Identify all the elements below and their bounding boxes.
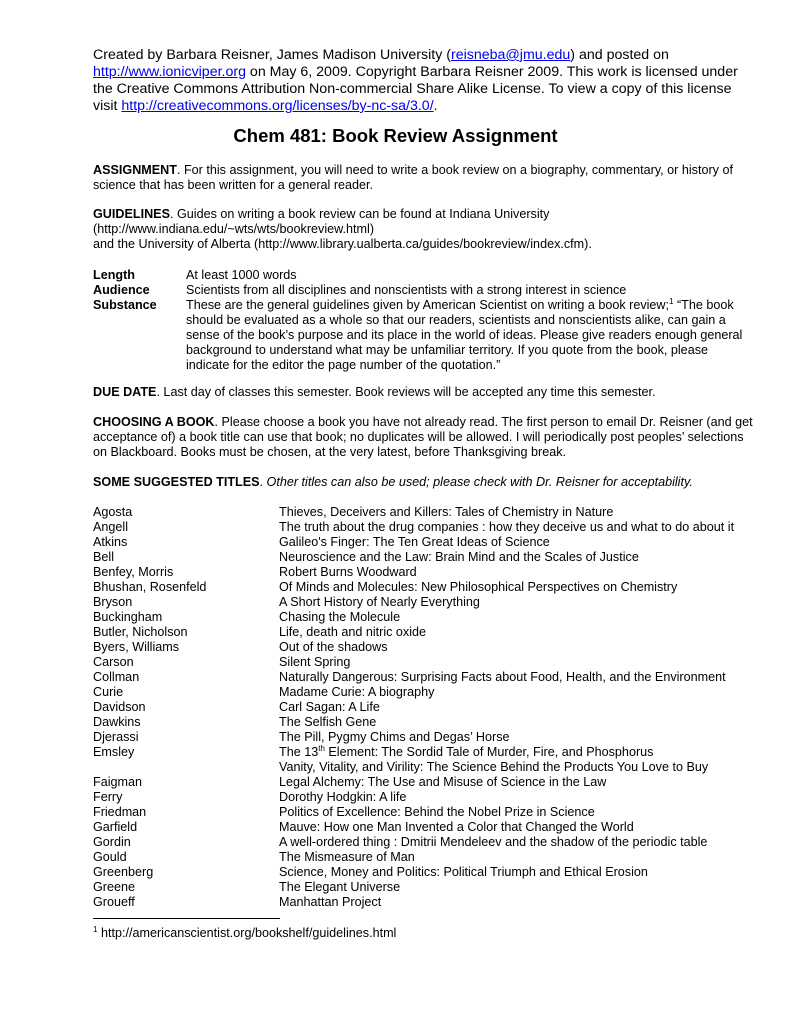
intro-text: ) and posted on bbox=[570, 47, 669, 63]
list-item bbox=[93, 745, 763, 760]
license-link[interactable]: http://creativecommons.org/licenses/by-nc-sa/3.0/ bbox=[121, 98, 434, 114]
list-item bbox=[93, 835, 763, 850]
list-item bbox=[93, 790, 763, 805]
book-title bbox=[279, 745, 653, 760]
book-title: Life, death and nitric oxide bbox=[279, 625, 427, 639]
guidelines-line-2: (http://www.indiana.edu/~wts/wts/bookreview.html) bbox=[93, 222, 375, 236]
book-author: Atkins bbox=[93, 535, 128, 549]
substance-quote: “The book should be evaluated as a whole so that our readers, scientists and nonscientists alike, can gain a sense of the book’s purpose and its place in the world of ideas. Please give readers enough general background to understand what may be unfamiliar territory. If you quote from the book, please indicate for the editor the page number of the quotation.” bbox=[186, 298, 743, 372]
book-title: Galileo's Finger: The Ten Great Ideas of Science bbox=[279, 535, 550, 549]
book-title: Out of the shadows bbox=[279, 640, 388, 654]
book-author: Gould bbox=[93, 850, 127, 864]
suggested-note: Other titles can also be used; please check with Dr. Reisner for acceptability. bbox=[266, 475, 693, 489]
book-title: Politics of Excellence: Behind the Nobel Prize in Science bbox=[279, 805, 595, 819]
requirement-term: Length bbox=[93, 268, 135, 282]
assignment-label: ASSIGNMENT bbox=[93, 163, 177, 177]
book-title: A Short History of Nearly Everything bbox=[279, 595, 480, 609]
book-title: The Mismeasure of Man bbox=[279, 850, 415, 864]
book-author: Ferry bbox=[93, 790, 123, 804]
guidelines-section bbox=[93, 207, 753, 252]
footnote bbox=[93, 926, 396, 941]
list-item bbox=[93, 640, 763, 655]
footnote-mark: 1 bbox=[93, 924, 98, 934]
book-title: Vanity, Vitality, and Virility: The Science Behind the Products You Love to Buy bbox=[279, 760, 709, 774]
choosing-section bbox=[93, 415, 753, 460]
book-title: Science, Money and Politics: Political Triumph and Ethical Erosion bbox=[279, 865, 648, 879]
suggested-titles-heading bbox=[93, 475, 753, 490]
list-item bbox=[93, 700, 763, 715]
book-author: Emsley bbox=[93, 745, 135, 759]
book-author: Byers, Williams bbox=[93, 640, 180, 654]
list-item bbox=[93, 685, 763, 700]
book-title: Naturally Dangerous: Surprising Facts about Food, Health, and the Environment bbox=[279, 670, 726, 684]
book-author: Bryson bbox=[93, 595, 133, 609]
substance-text: These are the general guidelines given by American Scientist on writing a book review; bbox=[186, 298, 670, 312]
guidelines-label: GUIDELINES bbox=[93, 207, 170, 221]
list-item bbox=[93, 775, 763, 790]
list-item bbox=[93, 535, 763, 550]
list-item bbox=[93, 610, 763, 625]
due-date-text: . Last day of classes this semester. Book reviews will be accepted any time this semester. bbox=[156, 385, 656, 399]
book-title: The Selfish Gene bbox=[279, 715, 377, 729]
assignment-text: . For this assignment, you will need to write a book review on a biography, commentary, or history of science that has been written for a general reader. bbox=[93, 163, 733, 192]
footnote-ref: 1 bbox=[669, 296, 674, 306]
list-item bbox=[93, 715, 763, 730]
book-author: Bell bbox=[93, 550, 114, 564]
email-link[interactable]: reisneba@jmu.edu bbox=[450, 47, 571, 63]
intro-text: . bbox=[433, 98, 438, 114]
due-date-label: DUE DATE bbox=[93, 385, 157, 399]
list-item bbox=[93, 550, 763, 565]
list-item bbox=[93, 670, 763, 685]
list-item bbox=[93, 865, 763, 880]
book-title: The Elegant Universe bbox=[279, 880, 401, 894]
book-author: Collman bbox=[93, 670, 140, 684]
requirement-value: At least 1000 words bbox=[186, 268, 297, 282]
book-title: The Pill, Pygmy Chims and Degas’ Horse bbox=[279, 730, 510, 744]
list-item bbox=[93, 820, 763, 835]
book-author: Agosta bbox=[93, 505, 133, 519]
book-author: Butler, Nicholson bbox=[93, 625, 188, 639]
list-item bbox=[93, 805, 763, 820]
page-title: Chem 481: Book Review Assignment bbox=[233, 125, 558, 146]
book-author: Curie bbox=[93, 685, 124, 699]
book-title: Legal Alchemy: The Use and Misuse of Science in the Law bbox=[279, 775, 607, 789]
suggested-label: SOME SUGGESTED TITLES bbox=[93, 475, 260, 489]
book-author: Carson bbox=[93, 655, 134, 669]
book-list bbox=[93, 505, 763, 910]
book-author: Djerassi bbox=[93, 730, 139, 744]
book-title: Chasing the Molecule bbox=[279, 610, 401, 624]
intro-paragraph bbox=[93, 47, 753, 115]
book-author: Gordin bbox=[93, 835, 131, 849]
requirement-audience bbox=[93, 283, 753, 298]
book-title: Neuroscience and the Law: Brain Mind and the Scales of Justice bbox=[279, 550, 639, 564]
book-author: Greene bbox=[93, 880, 136, 894]
book-title: Dorothy Hodgkin: A life bbox=[279, 790, 407, 804]
requirement-length bbox=[93, 268, 753, 283]
book-title: A well-ordered thing : Dmitrii Mendeleev and the shadow of the periodic table bbox=[279, 835, 708, 849]
list-item bbox=[93, 565, 763, 580]
book-title: The truth about the drug companies : how they deceive us and what to do about it bbox=[279, 520, 735, 534]
list-item bbox=[93, 595, 763, 610]
intro-text: on May 6, 2009. Copyright Barbara Reisner 2009. This work is licensed under the Creative Commons Attribution Non-commercial Share Alike License. To view a copy of this license visit bbox=[93, 64, 738, 114]
book-author: Dawkins bbox=[93, 715, 141, 729]
book-title-part: Element: The Sordid Tale of Murder, Fire, and Phosphorus bbox=[324, 745, 654, 759]
book-title: Thieves, Deceivers and Killers: Tales of Chemistry in Nature bbox=[279, 505, 614, 519]
requirements-list bbox=[93, 268, 753, 373]
book-title: Of Minds and Molecules: New Philosophical Perspectives on Chemistry bbox=[279, 580, 678, 594]
requirement-substance bbox=[93, 298, 753, 373]
due-date-section bbox=[93, 385, 753, 400]
footnote-text: http://americanscientist.org/bookshelf/guidelines.html bbox=[97, 926, 397, 940]
choosing-label: CHOOSING A BOOK bbox=[93, 415, 215, 429]
assignment-section bbox=[93, 163, 753, 193]
book-author bbox=[93, 760, 279, 775]
suggested-sep: . bbox=[259, 475, 267, 489]
book-author: Groueff bbox=[93, 895, 135, 909]
choosing-text: . Please choose a book you have not already read. The first person to email Dr. Reisner (and get acceptance of) a book title can use that book; no duplicates will be allowed. I will periodically post peoples’ selections on Blackboard. Books must be chosen, at the very latest, before Thanksgiving break. bbox=[93, 415, 753, 459]
book-author: Greenberg bbox=[93, 865, 154, 879]
intro-text: Created by Barbara Reisner, James Madison University ( bbox=[93, 47, 451, 63]
book-title-part: The 13 bbox=[279, 745, 319, 759]
ordinal-suffix: th bbox=[318, 743, 325, 753]
list-item bbox=[93, 850, 763, 865]
list-item bbox=[93, 580, 763, 595]
book-author: Bhushan, Rosenfeld bbox=[93, 580, 207, 594]
list-item bbox=[93, 760, 763, 775]
list-item bbox=[93, 655, 763, 670]
book-title: Silent Spring bbox=[279, 655, 351, 669]
requirement-value: Scientists from all disciplines and nonscientists with a strong interest in science bbox=[186, 283, 627, 297]
book-title: Robert Burns Woodward bbox=[279, 565, 417, 579]
requirement-value bbox=[186, 298, 753, 373]
book-author: Davidson bbox=[93, 700, 146, 714]
ionicviper-link[interactable]: http://www.ionicviper.org bbox=[93, 64, 246, 80]
book-author: Garfield bbox=[93, 820, 138, 834]
guidelines-line-3: and the University of Alberta (http://www.library.ualberta.ca/guides/bookreview/index.cfm). bbox=[93, 237, 592, 251]
requirement-term: Audience bbox=[93, 283, 150, 297]
book-title: Mauve: How one Man Invented a Color that Changed the World bbox=[279, 820, 634, 834]
list-item bbox=[93, 505, 763, 520]
footnote-divider bbox=[93, 918, 280, 919]
list-item bbox=[93, 880, 763, 895]
book-title: Carl Sagan: A Life bbox=[279, 700, 380, 714]
book-title: Manhattan Project bbox=[279, 895, 382, 909]
book-author: Buckingham bbox=[93, 610, 163, 624]
book-author: Friedman bbox=[93, 805, 147, 819]
list-item bbox=[93, 730, 763, 745]
book-title: Madame Curie: A biography bbox=[279, 685, 435, 699]
list-item bbox=[93, 520, 763, 535]
book-author: Angell bbox=[93, 520, 129, 534]
book-author: Benfey, Morris bbox=[93, 565, 174, 579]
list-item bbox=[93, 625, 763, 640]
guidelines-line-1: . Guides on writing a book review can be found at Indiana University bbox=[169, 207, 550, 221]
requirement-term: Substance bbox=[93, 298, 157, 312]
list-item bbox=[93, 895, 763, 910]
book-author: Faigman bbox=[93, 775, 142, 789]
